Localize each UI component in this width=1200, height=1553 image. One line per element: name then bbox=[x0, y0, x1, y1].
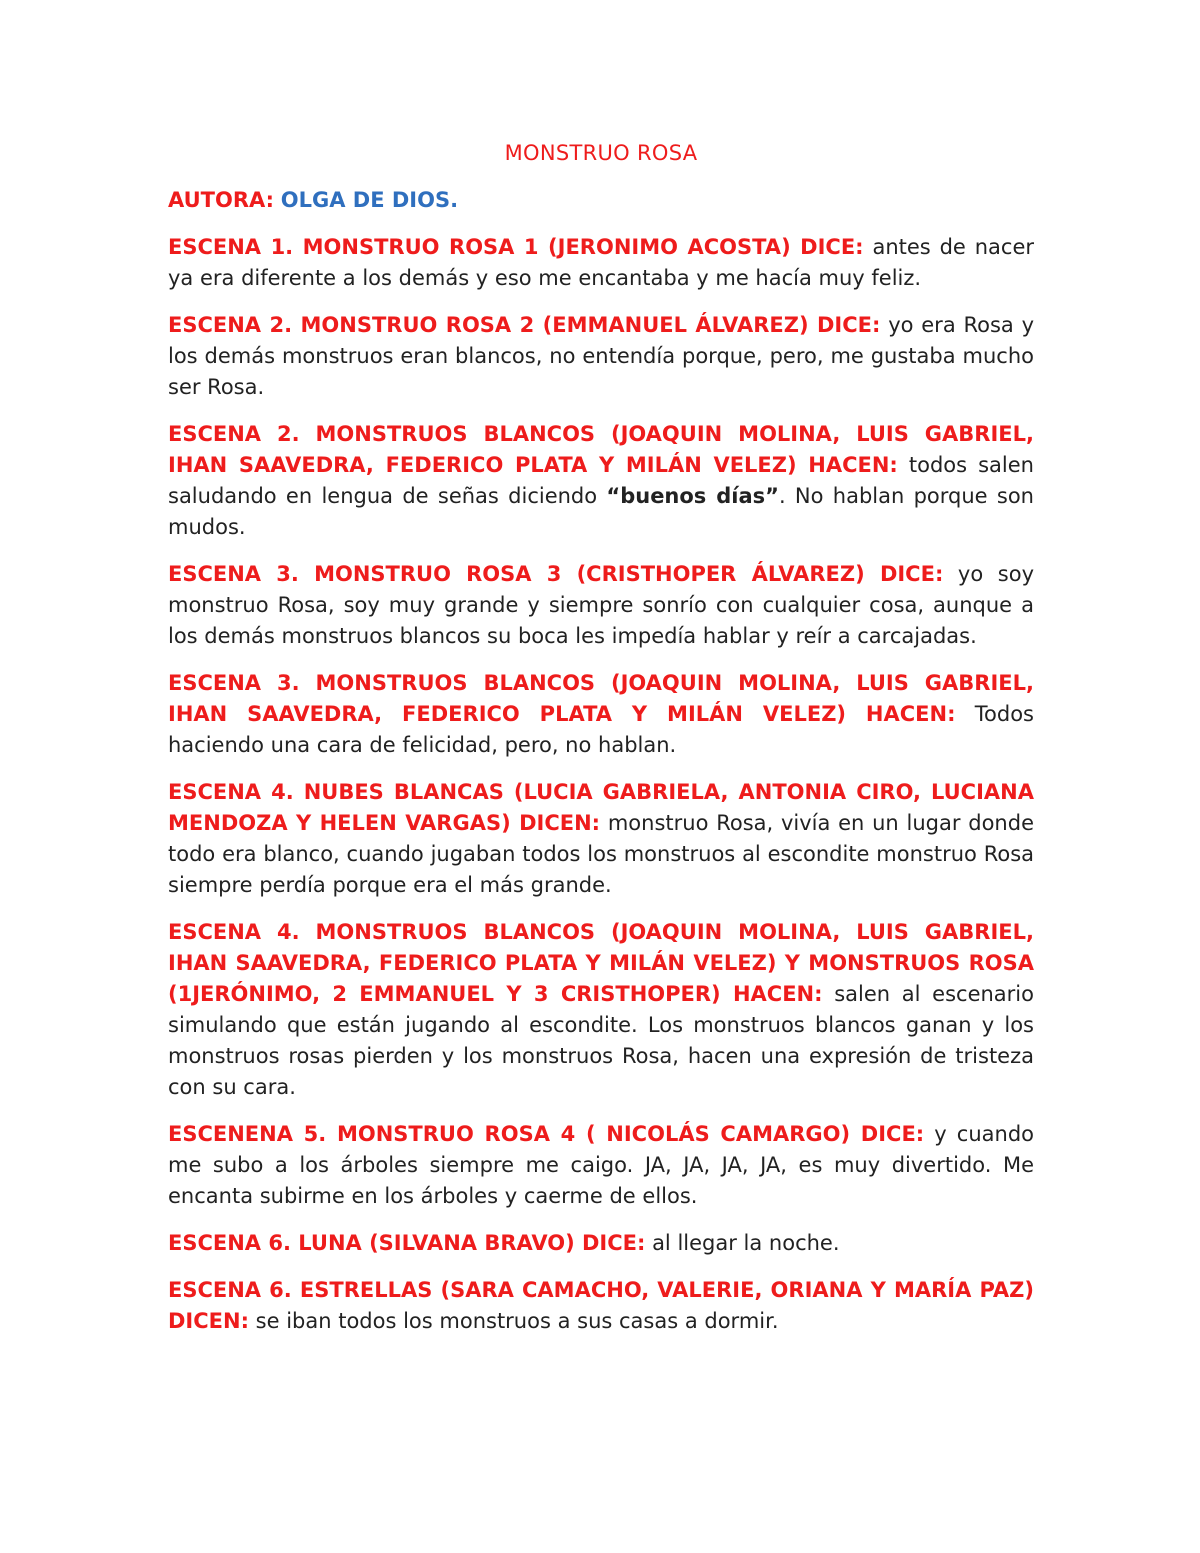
scene-heading: ESCENA 3. MONSTRUO ROSA 3 (CRISTHOPER ÁLVAREZ) DICE: bbox=[168, 562, 944, 586]
scene-text: se iban todos los monstruos a sus casas a dormir. bbox=[248, 1309, 779, 1333]
scene-4 bbox=[168, 559, 1034, 652]
author-line bbox=[168, 185, 1034, 216]
scene-text: al llegar la noche. bbox=[645, 1231, 840, 1255]
scene-text: yo era Rosa y los demás monstruos eran blancos, no entendía porque, pero, me gustaba mucho ser Rosa. bbox=[168, 313, 1034, 399]
document-title: MONSTRUO ROSA bbox=[504, 141, 698, 165]
scene-text: y cuando me subo a los árboles siempre me caigo. JA, JA, JA, JA, es muy divertido. Me encanta subirme en los árboles y caerme de ellos. bbox=[168, 1122, 1034, 1208]
scene-heading: ESCENA 1. MONSTRUO ROSA 1 (JERONIMO ACOSTA) DICE: bbox=[168, 235, 864, 259]
scene-5 bbox=[168, 668, 1034, 761]
scene-heading: ESCENA 4. NUBES BLANCAS (LUCIA GABRIELA, ANTONIA CIRO, LUCIANA MENDOZA Y HELEN VARGAS) DICEN: bbox=[168, 780, 1034, 835]
document-page bbox=[168, 138, 1034, 1353]
scene-2 bbox=[168, 310, 1034, 403]
author-label: AUTORA: bbox=[168, 188, 275, 212]
scene-1 bbox=[168, 232, 1034, 294]
scene-text: yo soy monstruo Rosa, soy muy grande y siempre sonrío con cualquier cosa, aunque a los demás monstruos blancos su boca les impedía hablar y reír a carcajadas. bbox=[168, 562, 1034, 648]
scene-text: antes de nacer ya era diferente a los demás y eso me encantaba y me hacía muy feliz. bbox=[168, 235, 1035, 290]
scene-10 bbox=[168, 1275, 1034, 1337]
scene-heading: ESCENA 3. MONSTRUOS BLANCOS (JOAQUIN MOLINA, LUIS GABRIEL, IHAN SAAVEDRA, FEDERICO PLATA Y MILÁN VELEZ) HACEN: bbox=[168, 671, 1034, 726]
scene-text: Todos haciendo una cara de felicidad, pero, no hablan. bbox=[168, 702, 1034, 757]
scene-text: todos salen saludando en lengua de señas diciendo bbox=[168, 453, 1034, 508]
scene-heading: ESCENA 2. MONSTRUOS BLANCOS (JOAQUIN MOLINA, LUIS GABRIEL, IHAN SAAVEDRA, FEDERICO PLATA Y MILÁN VELEZ) HACEN: bbox=[168, 422, 1034, 477]
scene-text: monstruo Rosa, vivía en un lugar donde todo era blanco, cuando jugaban todos los monstruos al escondite monstruo Rosa siempre perdía porque era el más grande. bbox=[168, 811, 1034, 897]
scene-8 bbox=[168, 1119, 1034, 1212]
author-name: OLGA DE DIOS. bbox=[280, 188, 459, 212]
scene-6 bbox=[168, 777, 1034, 901]
scene-text: salen al escenario simulando que están jugando al escondite. Los monstruos blancos ganan y los monstruos rosas pierden y los monstruos Rosa, hacen una expresión de tristeza con su cara. bbox=[168, 982, 1034, 1099]
scene-text-after: . No hablan porque son mudos. bbox=[168, 484, 1034, 539]
scene-7 bbox=[168, 917, 1034, 1103]
scene-heading: ESCENENA 5. MONSTRUO ROSA 4 ( NICOLÁS CAMARGO) DICE: bbox=[168, 1122, 925, 1146]
scene-9 bbox=[168, 1228, 1034, 1259]
scene-3 bbox=[168, 419, 1034, 543]
scene-bold-phrase: “buenos días” bbox=[606, 484, 779, 508]
scene-heading: ESCENA 2. MONSTRUO ROSA 2 (EMMANUEL ÁLVAREZ) DICE: bbox=[168, 313, 881, 337]
scene-heading: ESCENA 4. MONSTRUOS BLANCOS (JOAQUIN MOLINA, LUIS GABRIEL, IHAN SAAVEDRA, FEDERICO PLATA Y MILÁN VELEZ) Y MONSTRUOS ROSA (1JERÓNIMO, 2 EMMANUEL Y 3 CRISTHOPER) HACEN: bbox=[168, 920, 1034, 1006]
scene-heading: ESCENA 6. LUNA (SILVANA BRAVO) DICE: bbox=[168, 1231, 646, 1255]
scene-heading: ESCENA 6. ESTRELLAS (SARA CAMACHO, VALERIE, ORIANA Y MARÍA PAZ) DICEN: bbox=[168, 1278, 1034, 1333]
